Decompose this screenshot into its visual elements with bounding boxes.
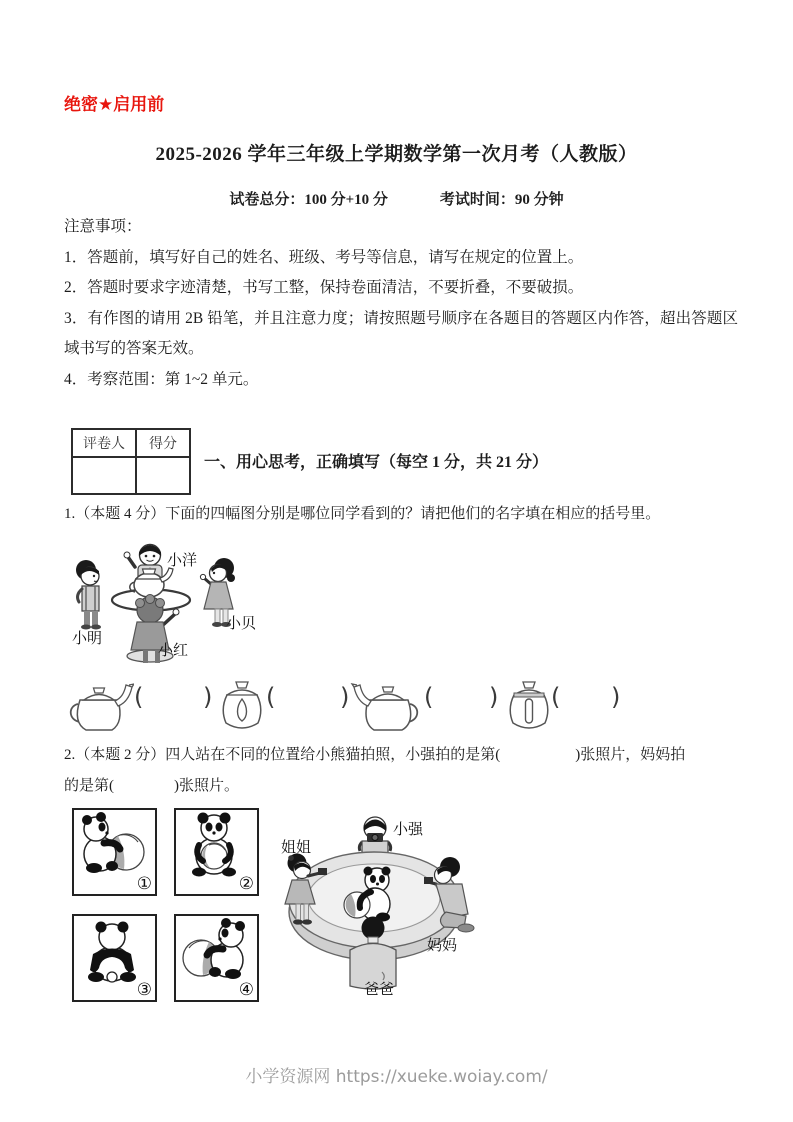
exam-meta	[0, 188, 793, 209]
panda-photo-3	[72, 914, 157, 1002]
scene-name-right: 妈妈	[427, 938, 458, 954]
total-score-label: 试卷总分：100 分+10 分	[229, 192, 388, 208]
panda-back-drawing	[74, 916, 151, 988]
note-item: 2．答题时要求字迹清楚，书写工整，保持卷面清洁，不要折叠，不要破损。	[64, 279, 584, 296]
panda-photo-4	[174, 914, 259, 1002]
question2-line2: 的是第( )张照片。	[64, 778, 239, 794]
grader-header-cell: 评卷人	[72, 429, 136, 457]
panda-front-drawing	[176, 810, 253, 882]
note-item: 1．答题前，填写好自己的姓名、班级、考号等信息，请写在规定的位置上。	[64, 248, 584, 266]
page-title: 2025-2026 学年三年级上学期数学第一次月考（人教版）	[155, 144, 638, 165]
question2-text	[64, 740, 740, 802]
teapot-view-back-loop	[219, 678, 265, 734]
student-name-top: 小洋	[167, 553, 198, 569]
site-watermark: 小学资源网 https://xueke.woiay.com/	[245, 1067, 548, 1087]
note-item: 3．有作图的请用 2B 铅笔，并且注意力度；请按照题号顺序在各题目的答题区内作答，超出答题区域书写的答案无效。	[64, 309, 738, 357]
photo-number: ④	[238, 980, 254, 999]
answer-bracket-close: )	[340, 683, 350, 711]
photo-number: ②	[238, 874, 254, 893]
score-table	[71, 428, 191, 495]
panda-side-right-drawing	[74, 810, 151, 882]
student-name-left: 小明	[72, 631, 103, 647]
exam-notes	[64, 212, 738, 395]
student-name-bottom: 小红	[158, 643, 189, 659]
scene-name-top: 小强	[393, 822, 424, 838]
photo-number: ①	[136, 874, 152, 893]
answer-bracket-close: )	[489, 683, 499, 711]
note-item: 4．考察范围：第 1~2 单元。	[64, 370, 259, 388]
answer-bracket-close: )	[611, 683, 621, 711]
answer-bracket-open: (	[134, 683, 144, 711]
question1-text: 1.（本题 4 分）下面的四幅图分别是哪位同学看到的？请把他们的名字填在相应的括号里。	[64, 506, 661, 522]
section-one-title: 一、用心思考，正确填写（每空 1 分，共 21 分）	[204, 454, 549, 471]
secrecy-label: 绝密★启用前	[64, 95, 165, 115]
kids-around-table-illustration	[65, 533, 410, 675]
exam-time-label: 考试时间：90 分钟	[439, 192, 564, 208]
panda-photo-2	[174, 808, 259, 896]
teapot-view-side-left	[350, 680, 424, 734]
teapot-view-back-bar	[506, 678, 552, 734]
student-xiaoming-figure	[76, 560, 101, 630]
notes-heading: 注意事项：	[64, 218, 142, 235]
photo-number: ③	[136, 980, 152, 999]
panda-photo-1	[72, 808, 157, 896]
student-name-right: 小贝	[226, 616, 257, 632]
score-blank-cell	[136, 457, 190, 494]
answer-bracket-open: (	[551, 683, 561, 711]
grader-blank-cell	[72, 457, 136, 494]
scene-name-bottom: 爸爸	[364, 982, 395, 998]
answer-bracket-close: )	[203, 683, 213, 711]
answer-bracket-open: (	[424, 683, 434, 711]
teapot-view-side-right	[64, 682, 134, 734]
scene-name-left: 姐姐	[281, 840, 312, 856]
question2-line1: 2.（本题 2 分）四人站在不同的位置给小熊猫拍照，小强拍的是第( )张照片，妈妈拍	[64, 747, 686, 763]
panda-side-left-drawing	[176, 916, 253, 988]
answer-bracket-open: (	[266, 683, 276, 711]
score-header-cell: 得分	[136, 429, 190, 457]
